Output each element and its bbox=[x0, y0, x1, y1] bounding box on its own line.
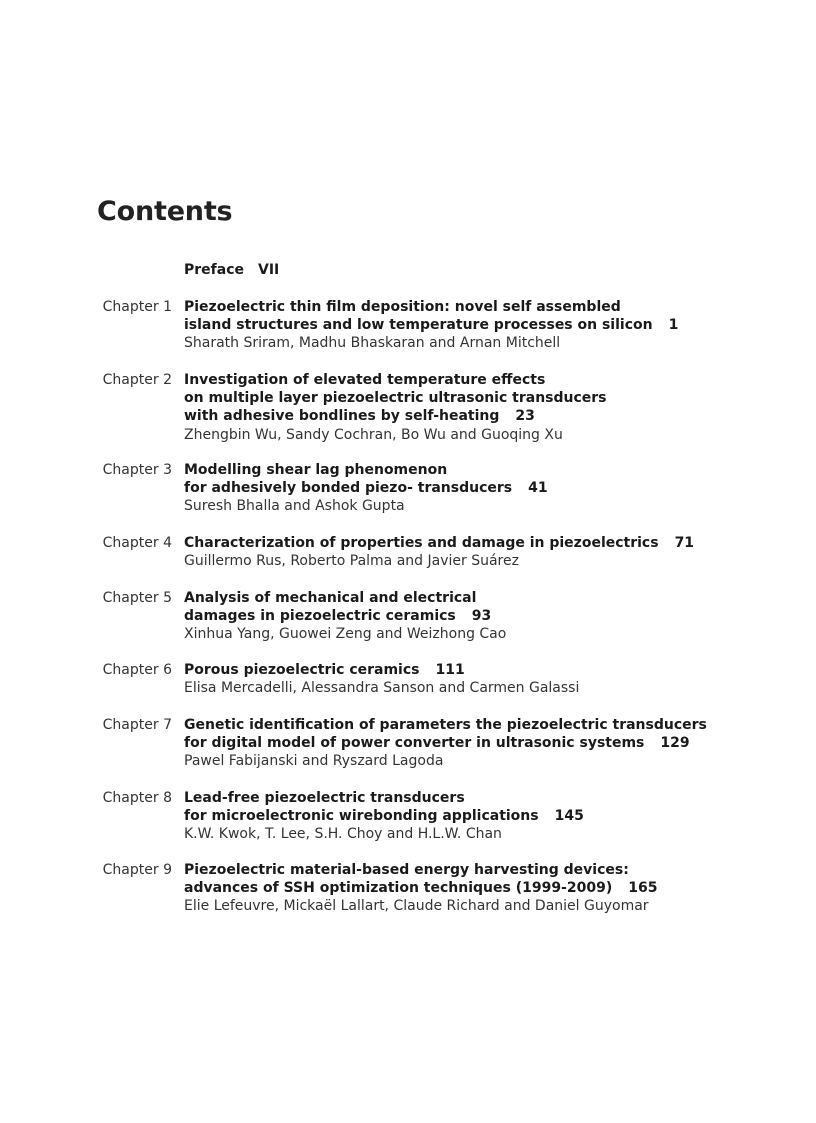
chapter-authors: Guillermo Rus, Roberto Palma and Javier Suárez bbox=[184, 553, 519, 570]
chapter-title-line: Piezoelectric material-based energy harvesting devices: bbox=[184, 862, 629, 878]
chapter-body bbox=[184, 371, 704, 444]
chapter-authors: Elisa Mercadelli, Alessandra Sanson and Carmen Galassi bbox=[184, 680, 580, 697]
chapter-authors: Sharath Sriram, Madhu Bhaskaran and Arnan Mitchell bbox=[184, 335, 561, 352]
page-title: Contents bbox=[97, 196, 233, 227]
chapter-label: Chapter 2 bbox=[102, 372, 172, 388]
preface-page-number: VII bbox=[258, 262, 280, 278]
chapter-authors: Xinhua Yang, Guowei Zeng and Weizhong Cao bbox=[184, 626, 507, 643]
chapter-body bbox=[184, 789, 704, 844]
chapter-title-line: for adhesively bonded piezo- transducers 41 bbox=[184, 480, 548, 497]
chapter-label: Chapter 9 bbox=[102, 862, 172, 878]
chapter-title-line: Porous piezoelectric ceramics 111 bbox=[184, 662, 465, 678]
chapter-title-line: Investigation of elevated temperature effects bbox=[184, 372, 546, 388]
chapter-title-line: Characterization of properties and damage in piezoelectrics 71 bbox=[184, 535, 695, 551]
chapter-authors: Zhengbin Wu, Sandy Cochran, Bo Wu and Guoqing Xu bbox=[184, 426, 563, 443]
chapter-label: Chapter 8 bbox=[102, 790, 172, 806]
chapter-body bbox=[184, 661, 704, 697]
chapter-authors: K.W. Kwok, T. Lee, S.H. Choy and H.L.W. Chan bbox=[184, 826, 502, 843]
chapter-page-number: 93 bbox=[471, 608, 492, 625]
chapter-title-line: damages in piezoelectric ceramics 93 bbox=[184, 608, 492, 625]
chapter-title-line: for digital model of power converter in ultrasonic systems 129 bbox=[184, 735, 690, 752]
chapter-body bbox=[184, 716, 707, 771]
chapter-authors: Elie Lefeuvre, Mickaël Lallart, Claude Richard and Daniel Guyomar bbox=[184, 898, 649, 915]
chapter-page-number: 165 bbox=[628, 880, 658, 897]
chapter-title-line: island structures and low temperature processes on silicon 1 bbox=[184, 317, 679, 334]
chapter-page-number: 1 bbox=[668, 317, 679, 334]
chapter-page-number: 129 bbox=[660, 735, 690, 752]
preface-entry[interactable] bbox=[184, 262, 279, 278]
chapter-title-line: Modelling shear lag phenomenon bbox=[184, 462, 448, 478]
chapter-body bbox=[184, 589, 704, 644]
chapter-body bbox=[184, 534, 704, 570]
chapter-label: Chapter 3 bbox=[102, 462, 172, 478]
chapter-label: Chapter 1 bbox=[102, 299, 172, 315]
chapter-page-number: 145 bbox=[554, 808, 584, 825]
chapter-label: Chapter 7 bbox=[102, 717, 172, 733]
preface-label: Preface bbox=[184, 262, 244, 278]
chapter-page-number: 71 bbox=[674, 535, 695, 551]
chapter-label: Chapter 6 bbox=[102, 662, 172, 678]
chapter-body bbox=[184, 461, 704, 516]
chapter-title-line: for microelectronic wirebonding applications 145 bbox=[184, 808, 584, 825]
chapter-authors: Pawel Fabijanski and Ryszard Lagoda bbox=[184, 753, 444, 770]
chapter-title-line: advances of SSH optimization techniques (1999-2009) 165 bbox=[184, 880, 658, 897]
chapter-title-line: on multiple layer piezoelectric ultrasonic transducers bbox=[184, 390, 607, 407]
chapter-label: Chapter 4 bbox=[102, 535, 172, 551]
chapter-body bbox=[184, 298, 704, 353]
chapter-label: Chapter 5 bbox=[102, 590, 172, 606]
chapter-page-number: 41 bbox=[528, 480, 548, 497]
chapter-title-line: Lead-free piezoelectric transducers bbox=[184, 790, 465, 806]
chapter-title-line: with adhesive bondlines by self-heating 23 bbox=[184, 408, 535, 425]
chapter-title-line: Piezoelectric thin film deposition: novel self assembled bbox=[184, 299, 621, 315]
chapter-authors: Suresh Bhalla and Ashok Gupta bbox=[184, 498, 405, 515]
chapter-page-number: 23 bbox=[515, 408, 535, 425]
chapter-title-line: Genetic identification of parameters the piezoelectric transducers bbox=[184, 717, 707, 733]
chapter-body bbox=[184, 861, 704, 916]
chapter-title-line: Analysis of mechanical and electrical bbox=[184, 590, 477, 606]
chapter-page-number: 111 bbox=[435, 662, 465, 678]
